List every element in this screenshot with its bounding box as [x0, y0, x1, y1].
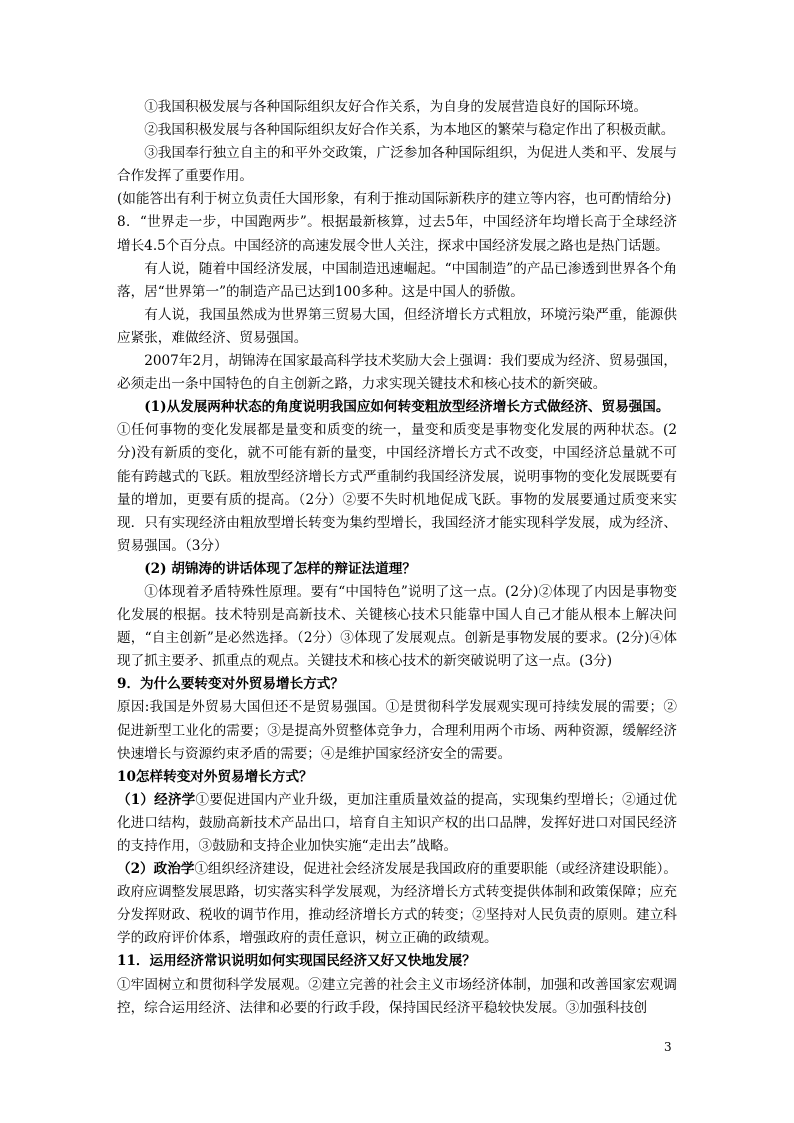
answer-8-1: ①任何事物的变化发展都是量变和质变的统一，量变和质变是事物变化发展的两种状态。(2分)没有新质的变化，就不可能有新的量变，中国经济增长方式不改变，中国经济总量就不可能有跨越式的飞跃。粗放型经济增长方式严重制约我国经济发展，说明事物的变化发展既要有量的增加，更要有质的提高。（2分）②要不失时机地促成飞跃。事物的发展要通过质变来实现．只有实现经济由粗放型增长转变为集约型增长，我国经济才能实现科学发展，成为经济、贸易强国。（3分）: [117, 422, 677, 554]
question-10: 10怎样转变对外贸易增长方式？: [117, 768, 313, 785]
paragraph-6: 有人说，随着中国经济发展，中国制造迅速崛起。“中国制造”的产品已渗透到世界各个角落，居“世界第一”的制造产品已达到100多种。这是中国人的骄傲。: [117, 260, 677, 300]
answer-10-1-lead: （1）经济学: [117, 791, 196, 808]
answer-10-1-text: ①要促进国内产业升级，更加注重质量效益的提高，实现集约型增长；②通过优化进口结构，鼓励高新技术产品出口，培育自主知识产权的出口品牌，发挥好进口对国民经济的支持作用，③鼓励和支持企业加快实施“走出去”战略。: [117, 791, 677, 854]
answer-11: ①牢固树立和贯彻科学发展观。②建立完善的社会主义市场经济体制，加强和改善国家宏观调控，综合运用经济、法律和必要的行政手段，保持国民经济平稳较快发展。③加强科技创: [117, 976, 677, 1016]
paragraph-8: 2007年2月，胡锦涛在国家最高科学技术奖励大会上强调：我们要成为经济、贸易强国，必须走出一条中国特色的自主创新之路，力求实现关键技术和核心技术的新突破。: [117, 353, 677, 393]
question-8-2: (2) 胡锦涛的讲话体现了怎样的辩证法道理？: [144, 560, 416, 577]
answer-10-2-lead: （2）政治学: [117, 861, 195, 878]
question-8: 8．“世界走一步，中国跑两步”。根据最新核算，过去5年，中国经济年均增长高于全球经济增长4.5个百分点。中国经济的高速发展令世人关注，探求中国经济发展之路也是热门话题。: [117, 214, 677, 254]
question-9: 9．为什么要转变对外贸易增长方式？: [117, 676, 344, 693]
question-11: 11．运用经济常识说明如何实现国民经济又好又快地发展？: [117, 953, 476, 970]
paragraph-2: ②我国积极发展与各种国际组织友好合作关系，为本地区的繁荣与稳定作出了积极贡献。: [144, 122, 675, 139]
paragraph-7: 有人说，我国虽然成为世界第三贸易大国，但经济增长方式粗放，环境污染严重，能源供应紧张，难做经济、贸易强国。: [117, 306, 677, 346]
page-number: 3: [664, 1040, 672, 1054]
answer-8-2: ①体现着矛盾特殊性原理。要有“中国特色”说明了这一点。(2分)②体现了内因是事物变化发展的根据。技术特别是高新技术、关键核心技术只能靠中国人自己才能从根本上解决问题，“自主创新”是必然选择。（2分）③体现了发展观点。创新是事物发展的要求。(2分)④体现了抓主要矛、抓重点的观点。关键技术和核心技术的新突破说明了这一点。(3分): [117, 583, 677, 670]
answer-10-2-text: ①组织经济建设，促进社会经济发展是我国政府的重要职能（或经济建设职能）。政府应调整发展思路，切实落实科学发展观，为经济增长方式转变提供体制和政策保障；应充分发挥财政、税收的调节作用，推动经济增长方式的转变；②坚持对人民负责的原则。建立科学的政府评价体系，增强政府的责任意识，树立正确的政绩观。: [117, 861, 678, 947]
document-page: [117, 96, 677, 1020]
paragraph-4-note: (如能答出有利于树立负责任大国形象，有利于推动国际新秩序的建立等内容，也可酌情给分): [117, 191, 672, 208]
paragraph-1: ①我国积极发展与各种国际组织友好合作关系，为自身的发展营造良好的国际环境。: [144, 99, 648, 115]
question-8-1: (1)从发展两种状态的角度说明我国应如何转变粗放型经济增长方式做经济、贸易强国。: [144, 399, 670, 416]
paragraph-3: ③我国奉行独立自主的和平外交政策，广泛参加各种国际组织，为促进人类和平、发展与合作发挥了重要作用。: [117, 145, 677, 185]
answer-10-2: [117, 858, 677, 950]
answer-9: 原因:我国是外贸易大国但还不是贸易强国。①是贯彻科学发展观实现可持续发展的需要；②促进新型工业化的需要；③是提高外贸整体竞争力，合理利用两个市场、两种资源，缓解经济快速增长与资源约束矛盾的需要；④是维护国家经济安全的需要。: [117, 699, 677, 762]
answer-10-1: [117, 789, 677, 858]
